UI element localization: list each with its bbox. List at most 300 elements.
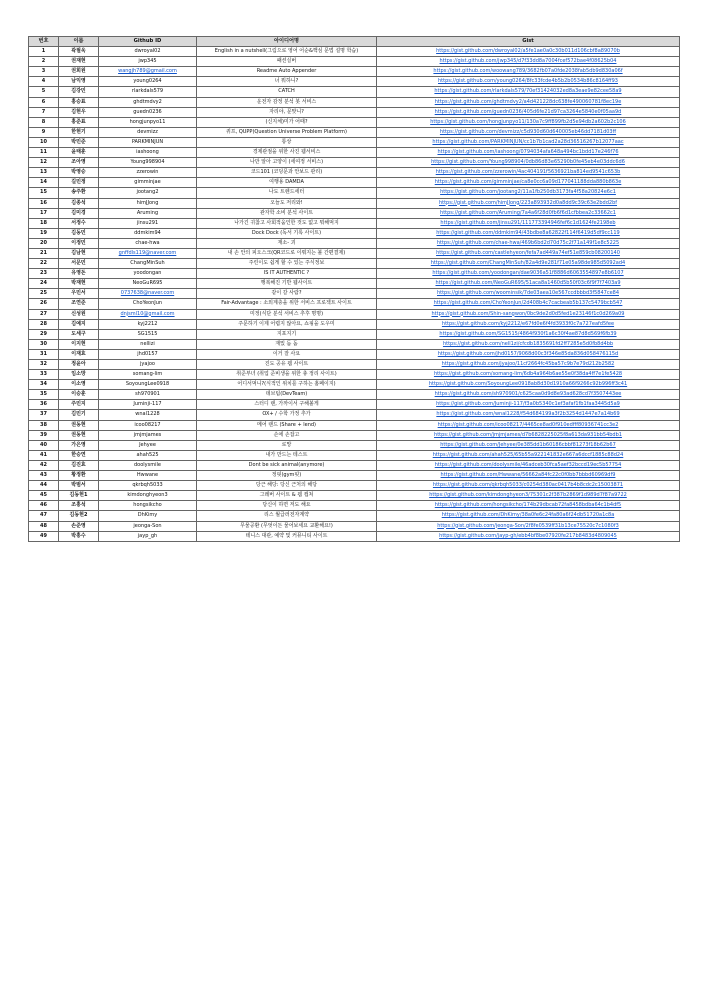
github-id: nellizi	[99, 339, 197, 349]
idea-name: 행복해진 기반 웹사이트	[197, 279, 377, 289]
student-name: 길민정	[59, 178, 99, 188]
student-name: 가은영	[59, 440, 99, 450]
row-number: 37	[29, 410, 59, 420]
table-row	[29, 77, 680, 87]
idea-name: 자리야, 문맞니?	[197, 107, 377, 117]
table-row	[29, 450, 680, 460]
row-number: 47	[29, 511, 59, 521]
row-number: 3	[29, 67, 59, 77]
idea-name: 어디서먹니?(식적인 위치를 구하는 홈페이지)	[197, 380, 377, 390]
idea-name: 관자학 소비 분석 사이트	[197, 208, 377, 218]
gist-link[interactable]: https://gist.github.com/young0264/8fc33fcde4b5b2b0534b86c8164ff93	[377, 77, 680, 87]
gist-link[interactable]: https://gist.github.com/PARKMINJUN/cc1b7b1cad2a28d36516267b12077aac	[377, 137, 680, 147]
table-row	[29, 238, 680, 248]
row-number: 6	[29, 97, 59, 107]
table-row	[29, 390, 680, 400]
table-row	[29, 481, 680, 491]
gist-link[interactable]: https://gist.github.com/wnal1228/f54d684199a3f2b3254d1447e7a14b69	[377, 410, 680, 420]
row-number: 45	[29, 491, 59, 501]
row-number: 14	[29, 178, 59, 188]
gist-link[interactable]: https://gist.github.com/icoo08217/4465ce8ad0f910edfff80936741cc3e2	[377, 420, 680, 430]
table-row	[29, 501, 680, 511]
student-name: 서문민	[59, 259, 99, 269]
gist-link[interactable]: https://gist.github.com/ChoYeonJun/2d408b4c7cacbeab5b137c5479bcb547	[377, 299, 680, 309]
row-number: 5	[29, 87, 59, 97]
idea-name: 경제관점을 위한 사진 웹서비스	[197, 148, 377, 158]
row-number: 21	[29, 248, 59, 258]
table-row	[29, 309, 680, 319]
github-id: PARKMINJUN	[99, 137, 197, 147]
idea-name: 당신이 하면 저도 해요	[197, 501, 377, 511]
student-name: 우민서	[59, 289, 99, 299]
gist-link[interactable]: https://gist.github.com/Shin-sangwon/0bc9de2d0d5fed1e23146f1c0d269a09	[377, 309, 680, 319]
student-name: 도세구	[59, 329, 99, 339]
github-id: jayp_gh	[99, 531, 197, 541]
row-number: 26	[29, 299, 59, 309]
idea-name: IS IT AUTHENTIC ?	[197, 269, 377, 279]
student-name: 서정수	[59, 218, 99, 228]
github-id: DhKimy	[99, 511, 197, 521]
table-row	[29, 491, 680, 501]
idea-name: 재밌 돔 돔	[197, 339, 377, 349]
row-number: 23	[29, 269, 59, 279]
student-name: 임소망	[59, 370, 99, 380]
idea-name: 운전자 감정 분석 봇 서비스	[197, 97, 377, 107]
gist-link[interactable]: https://gist.github.com/guedn0236/405d6fe21d97ca3264e5840e0f05aa9d	[377, 107, 680, 117]
gist-link[interactable]: https://gist.github.com/jyajoo/11cf2664fc45ba57c9b7e79d212b2582	[377, 360, 680, 370]
row-number: 9	[29, 127, 59, 137]
table-row	[29, 531, 680, 541]
gist-link[interactable]: https://gist.github.com/yoodongan/dae9036a51f8886d6063554897e8b6107	[377, 269, 680, 279]
student-name: 조아영	[59, 158, 99, 168]
student-name: 신성원	[59, 309, 99, 319]
idea-name: 스터디 랜, 가까이서 구해볼게	[197, 400, 377, 410]
table-row	[29, 228, 680, 238]
gist-link[interactable]: https://gist.github.com/castlehyeon/fefa7ad449a74ef51e859cb08200140	[377, 248, 680, 258]
student-name: 박홍수	[59, 531, 99, 541]
table-row	[29, 158, 680, 168]
table-row	[29, 47, 680, 57]
gist-link[interactable]: https://gist.github.com/woowang789/3682fb07a0fde2038fab5db9d830a06f	[377, 67, 680, 77]
github-id: Juminji-117	[99, 400, 197, 410]
student-name: 한승연	[59, 450, 99, 460]
table-row	[29, 420, 680, 430]
github-id: somang-lim	[99, 370, 197, 380]
row-number: 44	[29, 481, 59, 491]
table-row	[29, 471, 680, 481]
github-id: jmjmjames	[99, 430, 197, 440]
gist-link[interactable]: https://gist.github.com/gimminjae/ca8e0cc6a09d177041188dda880b863e	[377, 178, 680, 188]
gist-link[interactable]: https://gist.github.com/woominsik/7de03aea10e567ccdbbbd3f5847ce84	[377, 289, 680, 299]
student-name: 김종석	[59, 198, 99, 208]
gist-link[interactable]: https://gist.github.com/sh970901/c625caa0d9d8e93ad628cd7f3507443ee	[377, 390, 680, 400]
gist-link[interactable]: https://gist.github.com/ddmkim94/43bdbe8a62822f114f6419d5df9cc119	[377, 228, 680, 238]
idea-name: 같이 갈 사람?	[197, 289, 377, 299]
github-id: kimdonghyeon3	[99, 491, 197, 501]
github-id: jwp345	[99, 57, 197, 67]
row-number: 39	[29, 430, 59, 440]
header-idea: 아이디어명	[197, 37, 377, 47]
idea-name: 패션실버	[197, 57, 377, 67]
student-name: 권동현	[59, 420, 99, 430]
student-name: 권재현	[59, 57, 99, 67]
gist-link[interactable]: https://gist.github.com/Aruming/7a4a6f28d0fb6f6d1cfbbea2c33662c1	[377, 208, 680, 218]
row-number: 11	[29, 148, 59, 158]
idea-name: 데브팀(DevTeam)	[197, 390, 377, 400]
student-name: 이정민	[59, 238, 99, 248]
idea-name: 너 뭐하니?	[197, 77, 377, 87]
gist-link[interactable]: https://gist.github.com/Hwwane/56662a84fc22c0f0bb7bbbd60969df9	[377, 471, 680, 481]
idea-name: 재소- 괴	[197, 238, 377, 248]
idea-name: 취준부녀 (취업 준비생을 위한 총 정리 사이트)	[197, 370, 377, 380]
idea-name: CATCH	[197, 87, 377, 97]
table-row	[29, 269, 680, 279]
table-row	[29, 148, 680, 158]
student-name: 주민지	[59, 400, 99, 410]
table-row	[29, 259, 680, 269]
row-number: 30	[29, 339, 59, 349]
idea-name: Dock Dock (독서 기록 사이트)	[197, 228, 377, 238]
table-row	[29, 218, 680, 228]
gist-link[interactable]: https://gist.github.com/jeonga-Son/2f8fe0539ff31b13ce75520c7c1080f3	[377, 521, 680, 531]
header-name: 이름	[59, 37, 99, 47]
row-number: 46	[29, 501, 59, 511]
student-name: 이지현	[59, 339, 99, 349]
gist-link[interactable]: https://gist.github.com/hongjunpyo11/130a7c9ff899fb2d5e94db2a602b2c106	[377, 117, 680, 127]
github-id: jeonga-Son	[99, 521, 197, 531]
gist-link[interactable]: https://gist.github.com/SoyoungLee0918ab8d30d1910a66f9266c92b996ff3c41	[377, 380, 680, 390]
idea-name: 손에 손잡고	[197, 430, 377, 440]
idea-name: OX+ / 수학 가정 추가	[197, 410, 377, 420]
row-number: 7	[29, 107, 59, 117]
github-id: icoo08217	[99, 420, 197, 430]
table-row	[29, 349, 680, 359]
student-name: 한현기	[59, 127, 99, 137]
row-number: 12	[29, 158, 59, 168]
idea-name: 메어 랜드 (Share + lend)	[197, 420, 377, 430]
idea-name: 코드101 (코딩문과 안보드 관리)	[197, 168, 377, 178]
table-row	[29, 178, 680, 188]
header-no: 번호	[29, 37, 59, 47]
row-number: 41	[29, 450, 59, 460]
table-row	[29, 289, 680, 299]
gist-link[interactable]: https://gist.github.com/dwroyal02/a5fe1ae0a0c30b011d106cbf8a89070b	[377, 47, 680, 57]
gist-link[interactable]: https://gist.github.com/jinsu291/111773394946fef6c1d1624fe2198eb	[377, 218, 680, 228]
row-number: 4	[29, 77, 59, 87]
table-row	[29, 248, 680, 258]
gist-link[interactable]: https://gist.github.com/Juminji-117/f3a0b5340c1ef3afaf1fb1faa3445d5a9	[377, 400, 680, 410]
idea-name: 지포지기	[197, 329, 377, 339]
row-number: 28	[29, 319, 59, 329]
student-name: 이소영	[59, 380, 99, 390]
gist-link[interactable]: https://gist.github.com/DhKimy/38a0fe6c24fa80a6f24db51720a1c8a	[377, 511, 680, 521]
idea-name: 퀴프, QUPP(Question Universe Problem Platform)	[197, 127, 377, 137]
student-name: 이재효	[59, 349, 99, 359]
idea-name: 나만 알아 고양이 (세여정 서비스)	[197, 158, 377, 168]
gist-link[interactable]: https://gist.github.com/jootang2/11a1fb250db3173fa4f58a20824e6c1	[377, 188, 680, 198]
table-row	[29, 97, 680, 107]
idea-name: 주문하기 이제 어렵지 않아요, 쇼핑을 도우미	[197, 319, 377, 329]
table-row	[29, 400, 680, 410]
github-id: NeoGuR695	[99, 279, 197, 289]
gist-link[interactable]: https://gist.github.com/jwp345/d7f33dd8a7004fcef572bae4f08625b04	[377, 57, 680, 67]
table-row	[29, 57, 680, 67]
idea-name: 그레버 사이트 & 웹 캡쳐	[197, 491, 377, 501]
student-name: 김현우	[59, 107, 99, 117]
student-name: 정윤아	[59, 360, 99, 370]
gist-link[interactable]: https://gist.github.com/devmizz/c5d930d60d640005eb46dd7181d03ff	[377, 127, 680, 137]
github-id: guedn0236	[99, 107, 197, 117]
idea-name: 테니스 대관, 예약 및 커뮤니티 사이트	[197, 531, 377, 541]
gist-link[interactable]: https://gist.github.com/doolysmile/46adceb30fca5aef32bccd19ec5b57754	[377, 460, 680, 470]
idea-name: 나가긴 귀찮고 사회적움인한 것도 없고 뭐해먹지	[197, 218, 377, 228]
gist-link[interactable]: https://gist.github.com/SG1515/4864f930f1a6c30f4ae87d8d569f6fb39	[377, 329, 680, 339]
github-id: qkrbqh5033	[99, 481, 197, 491]
student-name: 박영승	[59, 168, 99, 178]
row-number: 22	[29, 259, 59, 269]
idea-name: 진도 공유 웹 사이트	[197, 360, 377, 370]
student-name: 조연준	[59, 299, 99, 309]
student-name: 김동현1	[59, 491, 99, 501]
idea-name: 내 손 안의 피오스크(QR코드로 이뤄지는 볼 간편결제)	[197, 248, 377, 258]
github-id: sh970901	[99, 390, 197, 400]
github-id: Young998904	[99, 158, 197, 168]
gist-link[interactable]: https://gist.github.com/nell1zi/cfcdb1835691fd2ff7285e5d0fb8d4bb	[377, 339, 680, 349]
gist-link[interactable]: https://gist.github.com/kimdonghyeon3/75301c2f387b2869f1d989d7f87a9722	[377, 491, 680, 501]
gist-link[interactable]: https://gist.github.com/jhd0157/9068d00c3f346e85da836d058476115d	[377, 349, 680, 359]
table-row	[29, 329, 680, 339]
gist-link[interactable]: https://gist.github.com/chae-hwa/469b6bd2d70d75c2f71a149f1e8c5225	[377, 238, 680, 248]
row-number: 42	[29, 460, 59, 470]
github-id: ChangMinSuh	[99, 259, 197, 269]
row-number: 35	[29, 390, 59, 400]
table-row	[29, 380, 680, 390]
github-id: gimminjae	[99, 178, 197, 188]
student-name: 조홍석	[59, 501, 99, 511]
table-row	[29, 360, 680, 370]
github-id: Aruming	[99, 208, 197, 218]
table-row	[29, 168, 680, 178]
github-id: doolysmile	[99, 460, 197, 470]
student-name: 김동민	[59, 228, 99, 238]
gist-link[interactable]: https://gist.github.com/himJJong/223a893932d0a8dd9c39c63e2bdd2bf	[377, 198, 680, 208]
row-number: 33	[29, 370, 59, 380]
student-name: 유영돈	[59, 269, 99, 279]
github-id: devmizz	[99, 127, 197, 137]
idea-name: 당근 해당: 당신 근처의 해당	[197, 481, 377, 491]
github-id: jhd0157	[99, 349, 197, 359]
row-number: 43	[29, 471, 59, 481]
github-id: wnal1228	[99, 410, 197, 420]
student-name: 남익영	[59, 77, 99, 87]
idea-name: 나도 트렌드세터	[197, 188, 377, 198]
row-number: 40	[29, 440, 59, 450]
header-row	[29, 37, 680, 47]
row-number: 32	[29, 360, 59, 370]
table-row	[29, 87, 680, 97]
row-number: 10	[29, 137, 59, 147]
row-number: 25	[29, 289, 59, 299]
github-id: dnjsml10@gmail.com	[99, 309, 197, 319]
github-id: 0737638@naver.com	[99, 289, 197, 299]
student-name: 박재현	[59, 279, 99, 289]
row-number: 1	[29, 47, 59, 57]
idea-name: Readme Auto Appender	[197, 67, 377, 77]
github-id: chae-hwa	[99, 238, 197, 248]
idea-name: 리스 월급러전자계약	[197, 511, 377, 521]
student-name: 권동현	[59, 430, 99, 440]
row-number: 27	[29, 309, 59, 319]
github-id: zzerowin	[99, 168, 197, 178]
idea-name: 무물공환 (무엇이든 물어보세요 교환해요!)	[197, 521, 377, 531]
github-id: kyj2212	[99, 319, 197, 329]
gist-link[interactable]: https://gist.github.com/ChangMinSuh/82a4d9e281f71e05a98de985d5092ad4	[377, 259, 680, 269]
row-number: 48	[29, 521, 59, 531]
idea-name: 이거 잘 사요	[197, 349, 377, 359]
gist-link[interactable]: https://gist.github.com/ahah525/65b55a922141832e667a6dccf1885c88d24	[377, 450, 680, 460]
github-id: wangjh789@gmail.com	[99, 67, 197, 77]
table-row	[29, 299, 680, 309]
gist-link[interactable]: https://gist.github.com/NeoGuR695/51aca8a1460d5b50f03c6f9f7f7403a9	[377, 279, 680, 289]
gist-link[interactable]: https://gist.github.com/hongsikcho/174b29dbcab72fa8458bdba64c1b4df5	[377, 501, 680, 511]
student-name: 곽필욱	[59, 47, 99, 57]
table-row	[29, 107, 680, 117]
github-id: gnffdls119@naver.com	[99, 248, 197, 258]
header-gist: Gist	[377, 37, 680, 47]
row-number: 31	[29, 349, 59, 359]
student-name: 손준영	[59, 521, 99, 531]
row-number: 17	[29, 208, 59, 218]
github-id: jinsu291	[99, 218, 197, 228]
row-number: 38	[29, 420, 59, 430]
row-number: 34	[29, 380, 59, 390]
table-row	[29, 188, 680, 198]
row-number: 49	[29, 531, 59, 541]
student-name: 김예지	[59, 319, 99, 329]
gist-link[interactable]: https://gist.github.com/rlarkdals579/70ef31424032ed8a3eae9e82cee58a9	[377, 87, 680, 97]
idea-name: 오늘도 저리와!	[197, 198, 377, 208]
student-name: 김강민	[59, 87, 99, 97]
row-number: 36	[29, 400, 59, 410]
row-number: 20	[29, 238, 59, 248]
gist-link[interactable]: https://gist.github.com/zzerowin/4ac404191f5636921ba814ed9541c653b	[377, 168, 680, 178]
idea-name: 미정(식단 분석 서비스 추후 명명)	[197, 309, 377, 319]
table-row	[29, 460, 680, 470]
row-number: 2	[29, 57, 59, 67]
gist-link[interactable]: https://gist.github.com/kyj2212/e67fd0e6f4fd3933f0c7a727eafd5fee	[377, 319, 680, 329]
table-row	[29, 339, 680, 349]
student-name: 홍승표	[59, 97, 99, 107]
student-name: 박민준	[59, 137, 99, 147]
idea-name: Dont be sick animal(anymore)	[197, 460, 377, 470]
github-id: SoyoungLee0918	[99, 380, 197, 390]
table-row	[29, 198, 680, 208]
row-number: 18	[29, 218, 59, 228]
table-row	[29, 370, 680, 380]
student-name: 김미경	[59, 208, 99, 218]
gist-link[interactable]: https://gist.github.com/ghdtmdvy2/a4d421228dc638fe490060781f8ec19e	[377, 97, 680, 107]
github-id: yoodongan	[99, 269, 197, 279]
table-row	[29, 521, 680, 531]
github-id: jootang2	[99, 188, 197, 198]
table-row	[29, 117, 680, 127]
github-id: Hwwane	[99, 471, 197, 481]
github-id: ChoYeonJun	[99, 299, 197, 309]
idea-name: 로망	[197, 440, 377, 450]
github-id: ahah525	[99, 450, 197, 460]
idea-name: English in a nutshell(그림으로 영어 어순&핵심 문법 설명 학습)	[197, 47, 377, 57]
student-name: 박범서	[59, 481, 99, 491]
gist-link[interactable]: https://gist.github.com/iashoong/0794034afa648a494bc1bdd17e246f76	[377, 148, 680, 158]
gist-link[interactable]: https://gist.github.com/qkrbqh5033/c0254d380ac0417b4b8cdc2c15003871	[377, 481, 680, 491]
student-name: 김동현2	[59, 511, 99, 521]
github-id: dwroyal02	[99, 47, 197, 57]
table-row	[29, 440, 680, 450]
gist-link[interactable]: https://gist.github.com/Young998904/0db86d83e65290b0fe45eb4e03ddc6d6	[377, 158, 680, 168]
student-name: 김진효	[59, 460, 99, 470]
row-number: 24	[29, 279, 59, 289]
table-row	[29, 279, 680, 289]
row-number: 13	[29, 168, 59, 178]
header-github-id: Github ID	[99, 37, 197, 47]
gist-link[interactable]: https://gist.github.com/jmjmjames/d7b6828225025f8a613da931bb54bdb1	[377, 430, 680, 440]
idea-name: Fair-Advantage : 소외계층을 위한 서비스 프로젝트 사이트	[197, 299, 377, 309]
row-number: 16	[29, 198, 59, 208]
row-number: 8	[29, 117, 59, 127]
student-name: 이승훈	[59, 390, 99, 400]
github-id: ddmkim94	[99, 228, 197, 238]
gist-link[interactable]: https://gist.github.com/Jehyee/0e385dd1b60186cbbf81273f18b62b67	[377, 440, 680, 450]
github-id: iashoong	[99, 148, 197, 158]
idea-name: 정핏(gym핏)	[197, 471, 377, 481]
table-row	[29, 127, 680, 137]
github-id: young0264	[99, 77, 197, 87]
table-row	[29, 511, 680, 521]
github-id: rlarkdals579	[99, 87, 197, 97]
table-row	[29, 319, 680, 329]
github-id: hongsikcho	[99, 501, 197, 511]
idea-name: 여행용 DAMDA	[197, 178, 377, 188]
idea-name: 통상	[197, 137, 377, 147]
student-name: 홍준표	[59, 117, 99, 127]
student-name: 윤태훈	[59, 148, 99, 158]
github-id: ghdtmdvy2	[99, 97, 197, 107]
student-name: 황정환	[59, 471, 99, 481]
github-id: SG1515	[99, 329, 197, 339]
gist-link[interactable]: https://gist.github.com/jayp-gh/ebb4bf8be07920fe217b8483d4809045	[377, 531, 680, 541]
github-id: Jehyee	[99, 440, 197, 450]
github-id: himJJong	[99, 198, 197, 208]
student-name: 송주환	[59, 188, 99, 198]
idea-name: 내가 만드는 테스트	[197, 450, 377, 460]
table-row	[29, 137, 680, 147]
idea-name: 주린이도 쉽게 할 수 있는 주식정보	[197, 259, 377, 269]
table-row	[29, 208, 680, 218]
table-body	[29, 47, 680, 542]
github-id: hongjunpyo11	[99, 117, 197, 127]
student-name: 김남현	[59, 248, 99, 258]
table-row	[29, 67, 680, 77]
github-id: jyajoo	[99, 360, 197, 370]
row-number: 19	[29, 228, 59, 238]
idea-table	[28, 36, 680, 542]
idea-name: (신지체)미가 어때?	[197, 117, 377, 127]
gist-link[interactable]: https://gist.github.com/somang-lim/6db4a964b6ae55e0f38da4ff7e1fe5428	[377, 370, 680, 380]
table-row	[29, 410, 680, 420]
row-number: 29	[29, 329, 59, 339]
student-name: 권희원	[59, 67, 99, 77]
row-number: 15	[29, 188, 59, 198]
